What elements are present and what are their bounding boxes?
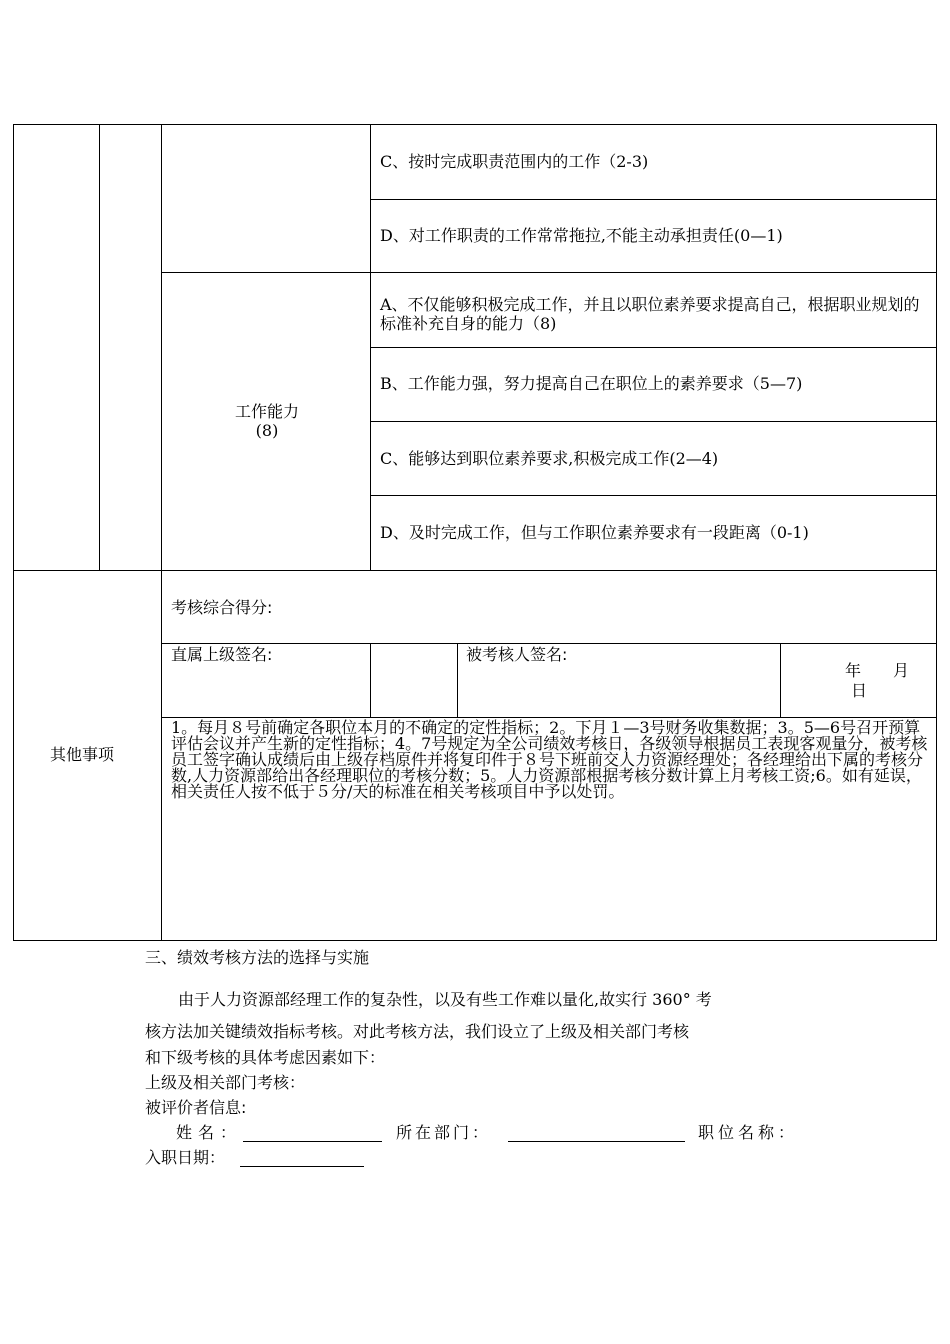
table-border-top bbox=[13, 124, 937, 125]
table-divider bbox=[370, 421, 937, 422]
assessment-notes: 1。每月８号前确定各职位本月的不确定的定性指标；2。下月１—3号财务收集数据；3。5—6号召开预算评估会议并产生新的定性指标；4。7号规定为全公司绩效考核日，各级领导根据员工表现客观量分，被考核员工签字确认成绩后由上级存档原件并将复印件于８号下班前交人力资源经理处；各经理给出下属的考核分数,人力资源部给出各经理职位的考核分数；5。人力资源部根据考核分数计算上月考核工资;6。如有延误，相关责任人按不低于５分/天的标准在相关考核项目中予以处罚。 bbox=[171, 718, 928, 801]
table-divider bbox=[780, 643, 781, 717]
work-ability-label: 工作能力 bbox=[234, 402, 299, 421]
table-divider bbox=[13, 570, 937, 571]
section-heading: 三、绩效考核方法的选择与实施 bbox=[145, 948, 370, 967]
criteria-d: D、对工作职责的工作常常拖拉,不能主动承担责任(0—1) bbox=[380, 226, 783, 245]
table-divider bbox=[161, 124, 162, 941]
name-underline bbox=[243, 1141, 382, 1142]
department-label: 所在部门： bbox=[396, 1123, 492, 1142]
paragraph-line-3: 和下级考核的具体考虑因素如下： bbox=[145, 1048, 386, 1067]
table-border-bottom bbox=[13, 940, 937, 941]
table-border-right bbox=[936, 124, 937, 941]
table-divider bbox=[370, 347, 937, 348]
work-ability-b: B、工作能力强，努力提高自己在职位上的素养要求（5—7) bbox=[380, 374, 803, 393]
table-divider bbox=[370, 495, 937, 496]
date-day: 日 bbox=[851, 681, 868, 700]
department-underline bbox=[508, 1141, 685, 1142]
supervisor-signature-label: 直属上级签名: bbox=[171, 645, 273, 664]
table-divider bbox=[161, 643, 937, 644]
work-ability-d: D、及时完成工作，但与工作职位素养要求有一段距离（0-1) bbox=[380, 523, 809, 542]
work-ability-c: C、能够达到职位素养要求,积极完成工作(2—4) bbox=[380, 449, 719, 468]
other-items-label: 其他事项 bbox=[50, 745, 115, 764]
work-ability-a: A、不仅能够积极完成工作，并且以职位素养要求提高自己，根据职业规划的标准补充自身的能力（8) bbox=[380, 295, 920, 333]
paragraph-line-1: 由于人力资源部经理工作的复杂性，以及有些工作难以量化,故实行 360° 考 bbox=[178, 990, 712, 1009]
total-score-label: 考核综合得分: bbox=[171, 598, 273, 617]
evaluatee-info-label: 被评价者信息: bbox=[145, 1098, 247, 1117]
table-divider bbox=[370, 643, 371, 717]
hire-date-underline bbox=[240, 1166, 364, 1167]
criteria-c: C、按时完成职责范围内的工作（2-3) bbox=[380, 152, 649, 171]
table-divider bbox=[370, 199, 937, 200]
work-ability-score: (8) bbox=[255, 421, 279, 440]
position-label: 职位名称： bbox=[698, 1123, 799, 1142]
table-divider bbox=[457, 643, 458, 717]
table-divider bbox=[161, 272, 937, 273]
table-border-left bbox=[13, 124, 14, 941]
sub-heading: 上级及相关部门考核： bbox=[145, 1073, 306, 1092]
hire-date-label: 入职日期： bbox=[145, 1148, 226, 1167]
paragraph-line-2: 核方法加关键绩效指标考核。对此考核方法，我们设立了上级及相关部门考核 bbox=[145, 1022, 690, 1041]
date-year-month: 年 月 bbox=[845, 661, 910, 680]
name-label: 姓名： bbox=[176, 1123, 243, 1142]
assessee-signature-label: 被考核人签名: bbox=[466, 645, 568, 664]
table-divider bbox=[99, 124, 100, 570]
